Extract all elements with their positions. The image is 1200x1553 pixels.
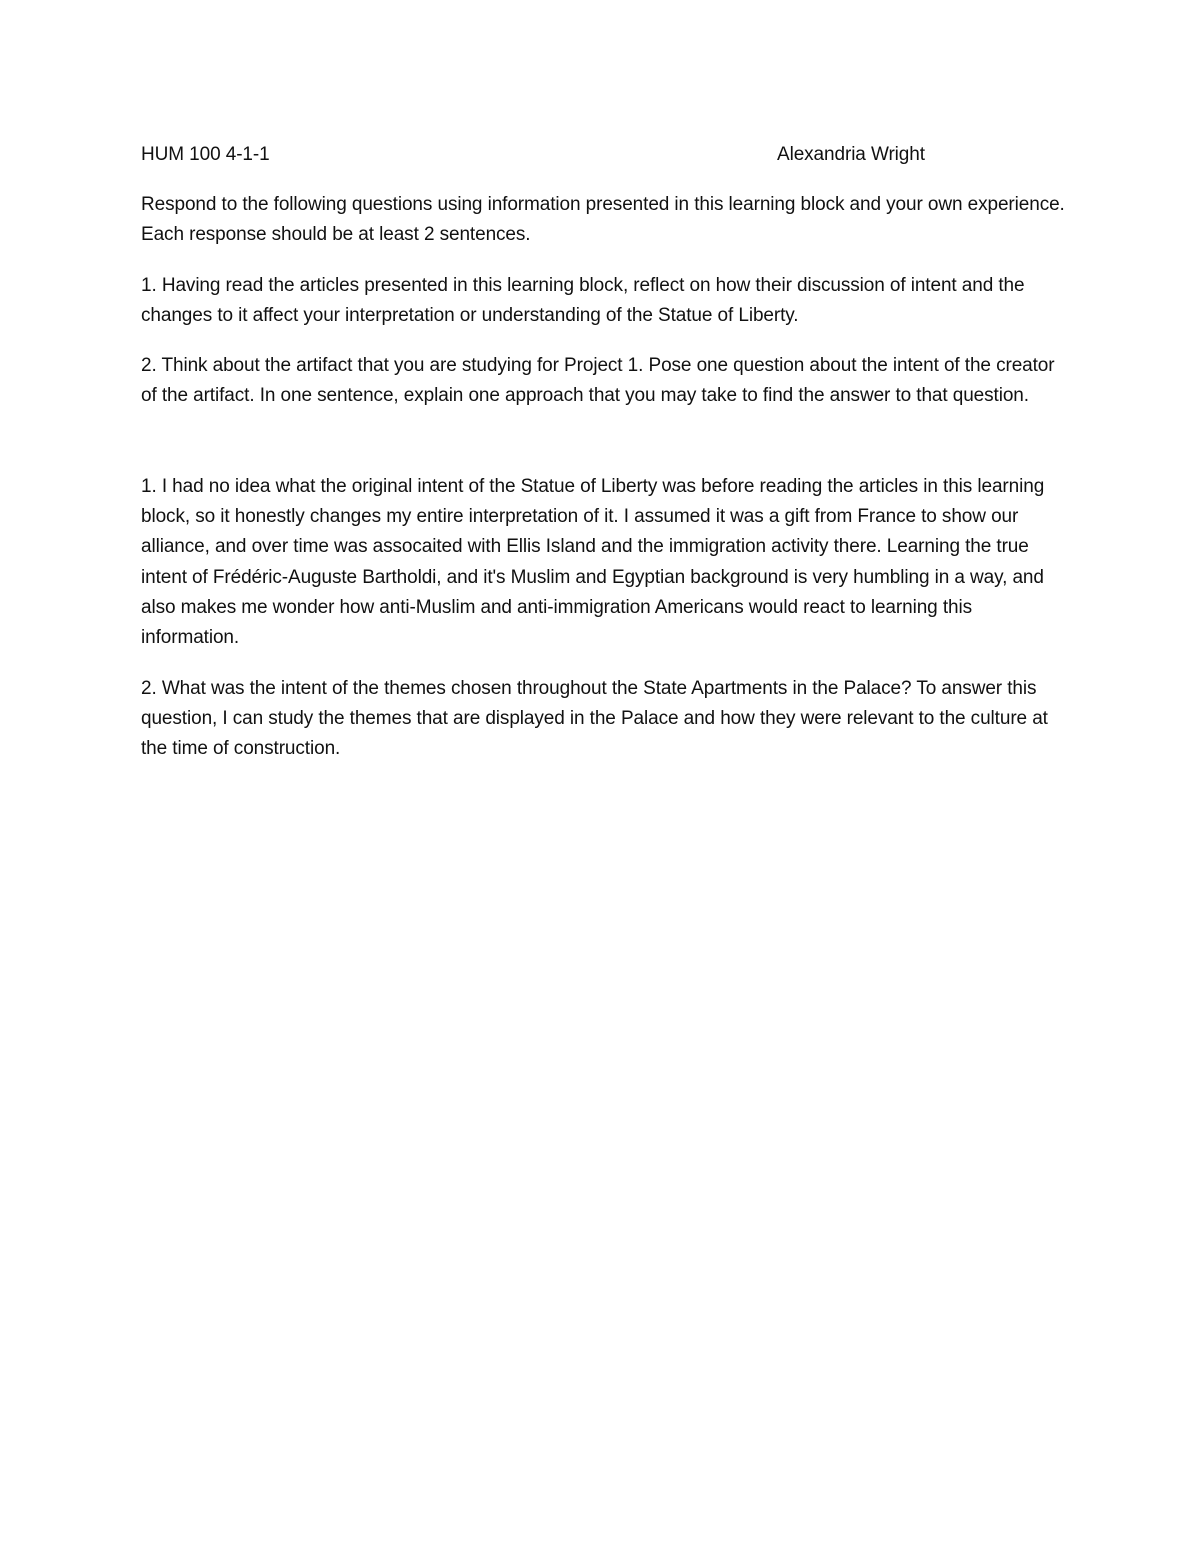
question-2: 2. Think about the artifact that you are studying for Project 1. Pose one question about the intent of the creator of the artifact. In one sentence, explain one approach that you may take to find the answer to that question. bbox=[141, 355, 1055, 407]
answer-1: 1. I had no idea what the original intent of the Statue of Liberty was before reading the articles in this learning block, so it honestly changes my entire interpretation of it. I assumed it was a gift from France to show our alliance, and over time was assocaited with Ellis Island and the immigration activity there. Learning the true intent of Frédéric-Auguste Bartholdi, and it's Muslim and Egyptian background is very humbling in a way, and also makes me wonder how anti-Muslim and anti-immigration Americans would react to learning this information. bbox=[141, 475, 1045, 649]
document-body bbox=[141, 140, 1071, 784]
instructions-paragraph: Respond to the following questions using information presented in this learning block and your own experience. Each response should be at least 2 sentences. bbox=[141, 194, 1065, 246]
document-header bbox=[141, 140, 1071, 170]
question-1: 1. Having read the articles presented in this learning block, reflect on how their discussion of intent and the changes to it affect your interpretation or understanding of the Statue of Liberty. bbox=[141, 274, 1025, 326]
author-name: Alexandria Wright bbox=[777, 144, 925, 165]
course-code: HUM 100 4-1-1 bbox=[141, 144, 270, 165]
section-spacer bbox=[141, 432, 1071, 472]
answer-2: 2. What was the intent of the themes chosen throughout the State Apartments in the Palace? To answer this question, I can study the themes that are displayed in the Palace and how they were relevant to the culture at the time of construction. bbox=[141, 677, 1048, 760]
